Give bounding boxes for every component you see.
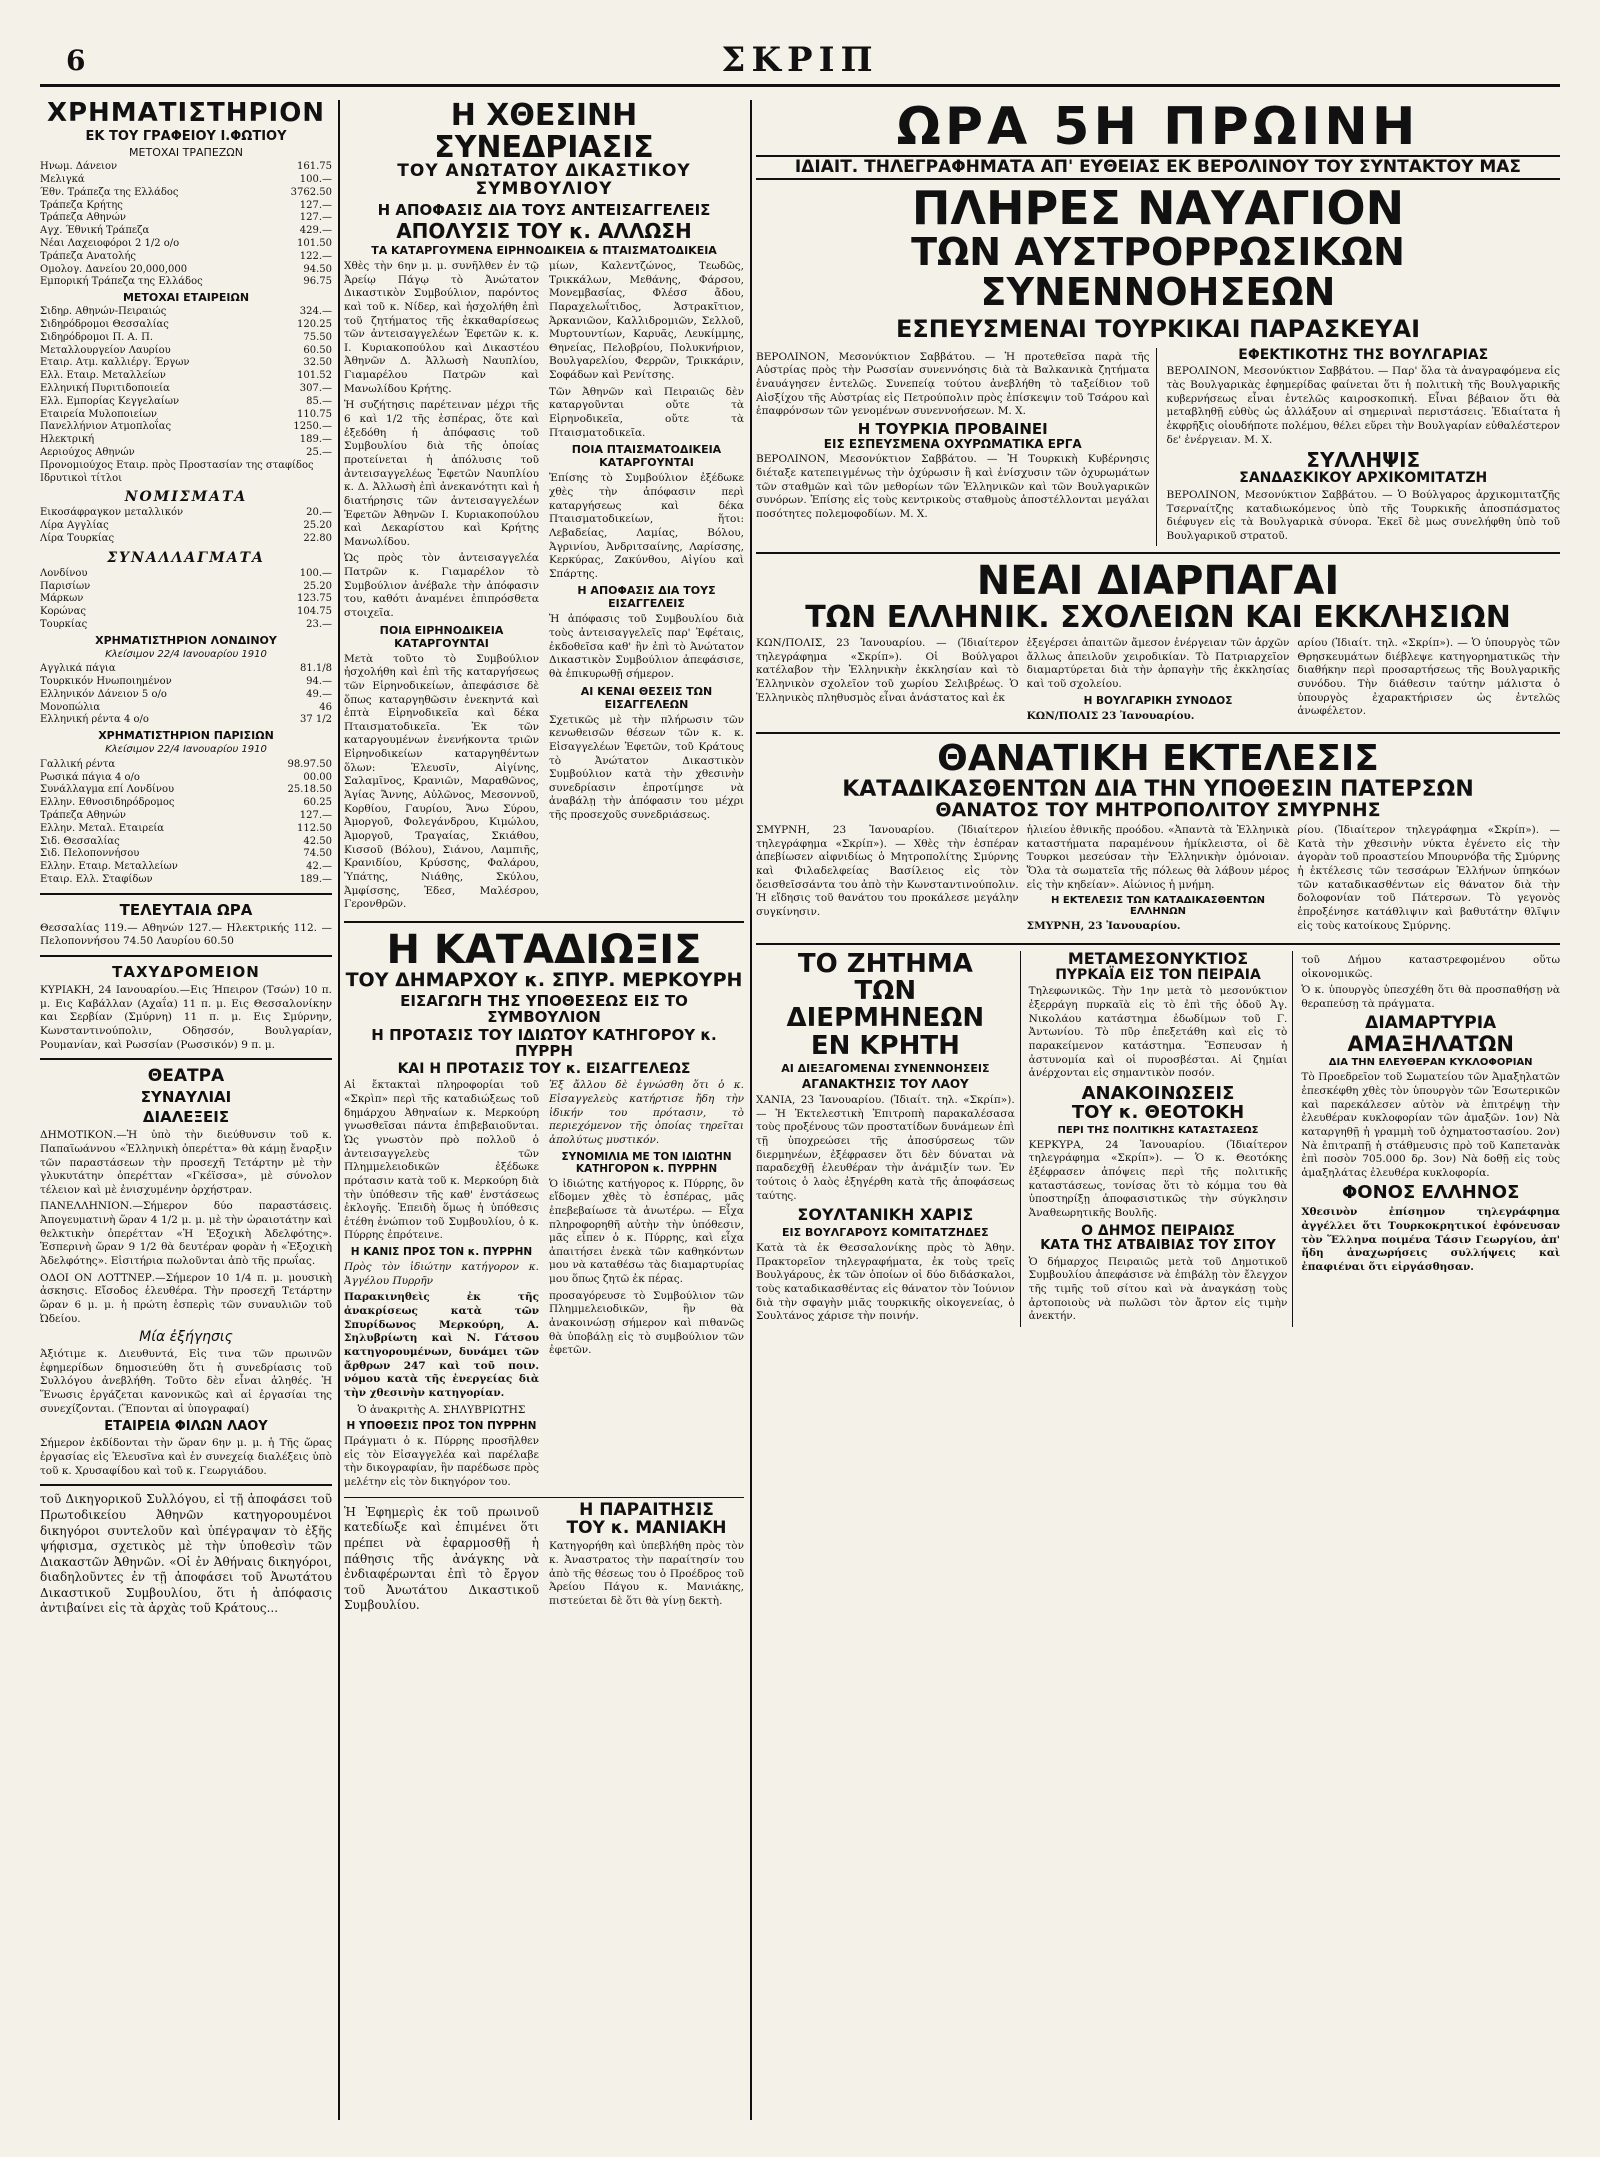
- prosecution-article: [344, 1076, 744, 1492]
- rate-name: Κορώνας: [40, 606, 86, 618]
- execution-article: [756, 821, 1560, 937]
- rate-row: [40, 187, 332, 200]
- council-paragraph: Ἡ ἀπόφασις τοῦ Συμβουλίου διὰ τοὺς ἀντεισαγγελεῖς παρ' Ἐφέταις, ἐκδοθεῖσα καθ' ἣν ἐπὶ τὸ Ἀνώτατον Δικαστικὸν Συμβούλιον ἀπεφάσισε, θὰ ἐπικυρωθῇ σήμερον.: [549, 613, 744, 680]
- rate-row: [40, 264, 332, 277]
- piraeus-story: Ὁ δήμαρχος Πειραιῶς μετὰ τοῦ Δημοτικοῦ Συμβουλίου ἀπεφάσισε νὰ ἐπιβάλῃ τὸν ἔλεγχον τῆς τιμῆς τοῦ σίτου καὶ νὰ ἀναγκάσῃ τοὺς ἀρτοποιοὺς νὰ πωλῶσι τὸν ἄρτον εἰς τιμὴν ἀνεκτήν.: [1028, 1255, 1288, 1323]
- rate-name: Σιδηρόδρομοι Π. Α. Π.: [40, 331, 153, 343]
- lottner-text: ΟΔΟΙ ΟΝ ΛΟΤΤΝΕΡ.—Σήμερον 10 1/4 π. μ. μουσικὴ ἀσκησις. Εἴσοδος ἐλευθέρα. Τὴν προσεχῆ Τετάρτην ὥραν 6 μ. μ. ἡ πρώτη ἑσπερὶς τῶν συναυλιῶν τοῦ Ὠδείου.: [40, 1271, 332, 1325]
- rate-name: Παρισίων: [40, 580, 91, 592]
- column-stock-exchange: [40, 100, 340, 2120]
- post-title: ΤΑΧΥΔΡΟΜΕΙΟΝ: [112, 963, 260, 982]
- rate-name: Ομολογ. Δανείου 20,000,000: [40, 263, 188, 275]
- vacant-posts-heading: ΑΙ ΚΕΝΑΙ ΘΕΣΕΙΣ ΤΩΝ ΕΙΣΑΓΓΕΛΕΩΝ: [580, 684, 713, 711]
- rate-name: Τράπεζα Ανατολής: [40, 250, 136, 262]
- rate-value: 81.1/8: [300, 663, 332, 675]
- mail-heading: Η ΚΑΝΙΣ ΠΡΟΣ ΤΟΝ κ. ΠΥΡΡΗΝ: [350, 1246, 533, 1259]
- fortifications-heading: ΕΙΣ ΕΣΠΕΥΣΜΕΝΑ ΟΧΥΡΩΜΑΤΙΚΑ ΕΡΓΑ: [823, 436, 1082, 451]
- london-list: [40, 663, 332, 727]
- rate-row: [40, 319, 332, 332]
- komitadji-heading: ΣΑΝΔΑΣΚΙΚΟΥ ΑΡΧΙΚΟΜΙΤΑΤΖΗ: [1239, 470, 1488, 487]
- rate-name: Νέαι Λαχειοφόροι 2 1/2 ο/ο: [40, 238, 180, 250]
- rate-row: [40, 663, 332, 676]
- case-introduction-heading: ΕΙΣΑΓΩΓΗ ΤΗΣ ΥΠΟΘΕΣΕΩΣ ΕΙΣ ΤΟ ΣΥΜΒΟΥΛΙΟΝ: [400, 991, 688, 1026]
- interview-heading: ΣΥΝΟΜΙΛΙΑ ΜΕ ΤΟΝ ΙΔΙΩΤΗΝ ΚΑΤΗΓΟΡΟΝ κ. ΠΥΡΡΗΝ: [561, 1150, 732, 1175]
- rate-value: 100.—: [299, 174, 332, 186]
- council-paragraph: Ὡς πρὸς τὸν ἀντεισαγγελέα Πατρῶν κ. Γιαμαρέλον τὸ Συμβούλιον ἀνέβαλε τὴν ἀπόφασιν του, καθότι ἀναμένει ἐπιπρόσθετα στοιχεῖα.: [344, 552, 539, 619]
- stock-exchange-subtitle: ΕΚ ΤΟΥ ΓΡΑΦΕΙΟΥ Ι.ΦΩΤΙΟΥ: [85, 129, 287, 145]
- rate-value: 22.80: [303, 533, 332, 545]
- council-paragraph: Σχετικῶς μὲ τὴν πλήρωσιν τῶν κενωθεισῶν θέσεων τῶν κ. κ. Εἰσαγγελέων Ἐφετῶν, τοῦ Κράτους τὸ Ἀνώτατον Δικαστικὸν Συμβούλιον κατὰ τὴν χθεσινὴν συνεδρίασιν ἐπροτίμησε νὰ ἀναβάλῃ τὴν ἀπόφασιν του μέχρι τῆς προσεχοῦς συνεδριάσεως.: [549, 713, 744, 822]
- rate-value: 112.50: [297, 822, 332, 834]
- rate-row: [40, 606, 332, 619]
- rate-row: [40, 434, 332, 447]
- coins-list: [40, 507, 332, 545]
- rate-name: Σιδηρ. Αθηνών-Πειραιώς: [40, 306, 167, 318]
- rate-row: [40, 772, 332, 785]
- free-circulation-subheading: ΔΙΑ ΤΗΝ ΕΛΕΥΘΕΡΑΝ ΚΥΚΛΟΦΟΡΙΑΝ: [1328, 1057, 1533, 1069]
- banner-subheadline: ΙΔΙΑΙΤ. ΤΗΛΕΓΡΑΦΗΜΑΤΑ ΑΠ' ΕΥΘΕΙΑΣ ΕΚ ΒΕΡΟΛΙΝΟΥ ΤΟΥ ΣΥΝΤΑΚΤΟΥ ΜΑΣ: [756, 155, 1560, 181]
- prosecution-paragraph: Πράγματι ὁ κ. Πύρρης προσῆλθεν εἰς τὸν Εἰσαγγελέα καὶ παρέλαβε τὴν δικογραφίαν, ἣν παρέδωσε πρὸς μελέτην εἰς τὸν δικηγόρον του.: [344, 1435, 539, 1489]
- prosecution-paragraph: Πρὸς τὸν ἰδιώτην κατήγορον κ. Ἀγγέλου Πυρρῆν: [344, 1261, 539, 1287]
- rate-name: Προνομιούχος Εταιρ. πρὸς Προστασίαν της σταφίδος: [40, 459, 314, 471]
- rate-value: 42.50: [303, 835, 332, 847]
- rate-row: [40, 759, 332, 772]
- rate-value: 96.75: [303, 276, 332, 288]
- turkish-preparations-headline: ΕΣΠΕΥΣΜΕΝΑΙ ΤΟΥΡΚΙΚΑΙ ΠΑΡΑΣΚΕΥΑΙ: [895, 314, 1421, 343]
- rate-row: [40, 212, 332, 225]
- exchange-heading: ΣΥΝΑΛΛΑΓΜΑΤΑ: [107, 549, 265, 566]
- last-hour-text: Θεσσαλίας 119.— Αθηνών 127.— Ηλεκτρικής 112. —Πελοποννήσου 74.50 Λαυρίου 60.50: [40, 921, 332, 948]
- misdemeanour-courts-heading: ΠΟΙΑ ΠΤΑΙΣΜΑΤΟΔΙΚΕΙΑ ΚΑΤΑΡΓΟΥΝΤΑΙ: [571, 443, 722, 470]
- rate-row: [40, 581, 332, 594]
- rate-name: Σιδ. Πελοποννήσου: [40, 848, 140, 860]
- explanation-title: Μία ἐξήγησις: [139, 1329, 233, 1346]
- post-text: ΚΥΡΙΑΚΗ, 24 Ιανουαρίου.—Εις Ήπειρον (Τσών) 10 π. μ. Εις Καβάλλαν (Αχαΐα) 11 π. μ. Εις Θεσσαλονίκην και Σερβίαν (Σμύρνη) 11 π. μ. Εις Σμύρνην, Κωνσταντινούπολιν, Οδησσόν, Βουλγαρίαν, Ρουμανίαν, καὶ Ρωσσίαν (Ρωσσικόν) 9 π. μ.: [40, 984, 332, 1051]
- plunder-headline: ΝΕΑΙ ΔΙΑΡΠΑΓΑΙ: [976, 558, 1340, 605]
- rate-name: Αεριούχος Αθηνών: [40, 447, 135, 459]
- rate-name: Τράπεζα Κρήτης: [40, 199, 123, 211]
- fire-subheading: ΠΥΡΚΑΪΑ ΕΙΣ ΤΟΝ ΠΕΙΡΑΙΑ: [1055, 966, 1261, 983]
- protest-heading: ΔΙΑΜΑΡΤΥΡΙΑ: [1365, 1013, 1497, 1034]
- rate-name: Αγγλικά πάγια: [40, 663, 116, 675]
- prosecution-paragraph: Ἐξ ἄλλου δὲ ἐγνώσθη ὅτι ὁ κ. Εἰσαγγελεὺς κατήρτισε ἤδη τὴν ἰδικήν του πρότασιν, τὸ περιεχόμενον τῆς ὁποίας τηρεῖται ἀπολύτως μυστικόν.: [549, 1079, 744, 1146]
- rate-row: [40, 345, 332, 358]
- rate-value: 00.00: [303, 771, 332, 783]
- council-paragraph: Χθὲς τὴν 6ην μ. μ. συνῆλθεν ἐν τῷ Ἀρείῳ Πάγῳ τὸ Ἀνώτατον Δικαστικὸν Συμβούλιον, παρόντος καὶ τοῦ κ. Νίδερ, καὶ ἠσχολήθη ἐπὶ τοῦ ζητήματος τῆς ἐκκαθαρίσεως τῶν ἀντεισαγγελέων Ἐφετῶν κ. κ. Ι. Κυριακοπούλου καὶ Δικαστέου Ἀθηνῶν Δ. Ἀλλωσὴ Ναυπλίου, Γιαμαρέλου Πατρῶν καὶ Μανωλίδου Κρήτης.: [344, 259, 539, 395]
- berlin-telegrams: [756, 348, 1560, 547]
- rate-name: Τουρκίας: [40, 619, 88, 630]
- rate-name: Εταιρ. Ατμ. καλλιέργ. Έργων: [40, 357, 190, 369]
- rate-name: Εμπορική Τράπεζα της Ελλάδος: [40, 276, 203, 288]
- rate-value: 46: [319, 701, 332, 713]
- rate-name: Σιδηρόδρομοι Θεσσαλίας: [40, 319, 169, 331]
- panellinion-text: ΠΑΝΕΛΛΗΝΙΟΝ.—Σήμερον δύο παραστάσεις. Ἀπογευματινὴ ὥραν 4 1/2 μ. μ. μὲ τὴν ὡραιοτάτην καὶ θελκτικὴν ὀπερέτταν «Ἡ Ἐξοχικὴ Ἀδελφότης». Ἑσπερινὴ ὥραν 9 1/2 θὰ δευτέραν φορὰν ἡ «Ἐξοχικὴ Ἀδελφότης». Εἰσιτήρια πωλοῦνται ἀπὸ τῆς πρωΐας.: [40, 1200, 332, 1267]
- rate-name: Μελιγκά: [40, 174, 85, 186]
- explanation-text: Ἀξιότιμε κ. Διευθυντά, Εἰς τινα τῶν πρωινῶν ἐφημερίδων δημοσιεύθη ὅτι ἡ συνεδρίασις τοῦ Συλλόγου ἀνεβλήθη. Τοῦτο δὲν εἶναι ἀληθές. Ἡ Ἕνωσις ἐργάζεται κανονικῶς καὶ αἱ ἐργασίαι της συνεχίζονται. (Ἕπονται αἱ ὑπογραφαί): [40, 1348, 332, 1415]
- rate-name: Ελλην. Εταιρ. Μεταλλείων: [40, 861, 178, 873]
- rate-name: Λονδίνου: [40, 567, 88, 579]
- rate-value: 23.—: [306, 619, 332, 630]
- rate-row: [40, 568, 332, 581]
- murder-heading: ΦΟΝΟΣ ΕΛΛΗΝΟΣ: [1341, 1182, 1520, 1204]
- prosecutor-proposal-heading: ΚΑΙ Η ΠΡΟΤΑΣΙΣ ΤΟΥ κ. ΕΙΣΑΓΓΕΛΕΩΣ: [397, 1060, 691, 1077]
- rate-row: [40, 251, 332, 264]
- rate-name: Εικοσάφραγκον μεταλλικόν: [40, 507, 184, 519]
- negotiations-headline: ΤΩΝ ΑΥΣΤΡΟΡΡΩΣΙΚΩΝ ΣΥΝΕΝΝΟΗΣΕΩΝ: [911, 229, 1405, 314]
- sultan-grace-subheading: ΕΙΣ ΒΟΥΛΓΑΡΟΥΣ ΚΟΜΙΤΑΤΖΗΔΕΣ: [782, 1225, 989, 1239]
- last-hour-title: ΤΕΛΕΥΤΑΙΑ ΩΡΑ: [119, 900, 253, 919]
- rate-value: 189.—: [299, 434, 332, 446]
- rate-row: [40, 836, 332, 849]
- rate-name: Ιδρυτικοὶ τίτλοι: [40, 472, 123, 484]
- theotokis-heading: ΤΟΥ κ. ΘΕΟΤΟΚΗ: [1071, 1101, 1245, 1123]
- rate-value: 94.50: [303, 263, 332, 275]
- council-paragraph: μίων, Καλεντζώνος, Τεωδῶς, Τρικκάλων, Μεθάνης, Φάρσου, Μονεμβασίας, Φλέσσ ἄδου, Παραχελωΐτιδος, Ἀστρακῖτιον, Ἀρκανιῶον, Καλλιδρομιῶν, Σελλοῦ, Μυρτουντίων, Καρυᾶς, Λευκίμμης, Θηνείας, Πελοβρίου, Πολυκνήριον, Βουλγαρελίου, Φερρῶν, Τρικκάριν, Σοφάδων καὶ Ρενίτσης.: [549, 259, 744, 382]
- rate-value: 74.50: [303, 848, 332, 860]
- prosecution-paragraph: Παρακινηθεὶς ἐκ τῆς ἀνακρίσεως κατὰ τῶν Σπυρίδωνος Μερκούρη, Α. Σηλυβρίωτη καὶ Ν. Γάτσου κατηγορουμένων, δυνάμει τῶν ἄρθρων 247 καὶ τοῦ ποιν. νόμου κατὰ τῆς ἐνεργείας διὰ τὴν χθεσινὴν κατηγορίαν.: [344, 1291, 539, 1399]
- rate-row: [40, 823, 332, 836]
- paris-heading: ΧΡΗΜΑΤΙΣΤΗΡΙΟΝ ΠΑΡΙΣΙΩΝ: [98, 729, 274, 743]
- rate-row: [40, 689, 332, 702]
- rate-row: [40, 332, 332, 345]
- dismissal-heading: ΑΠΟΛΥΣΙΣ ΤΟΥ κ. ΑΛΛΩΣΗ: [396, 219, 692, 244]
- rate-row: [40, 276, 332, 289]
- rate-row: [40, 619, 332, 632]
- council-headline: Η ΧΘΕΣΙΝΗ ΣΥΝΕΔΡΙΑΣΙΣ: [434, 100, 654, 165]
- society-text: Σήμερον ἐκδίδονται τὴν ὥραν 6ην μ. μ. ἡ Τῆς ὥρας ἐργασίας εἰς Ἐλευσῖνα καὶ ἐν συνεχείᾳ διαλέξεις ὑπὸ τοῦ κ. Χρυσαφίδου καὶ τοῦ κ. Γεωργιάδου.: [40, 1437, 332, 1477]
- rate-value: 101.52: [297, 370, 332, 382]
- companies-list: [40, 306, 332, 485]
- rate-name: Ελλ. Εταιρ. Μεταλλείων: [40, 370, 166, 382]
- arrest-heading: ΣΥΛΛΗΨΙΣ: [1306, 448, 1421, 473]
- prosecution-paragraph: Αἱ ἔκτακταὶ πληροφορίαι τοῦ «Σκρὶπ» περὶ τῆς καταδιώξεως τοῦ δημάρχου Ἀθηναίων κ. Μερκούρη γνωσθεῖσαι πάντα ἐπιβεβαιοῦνται. Ὡς γνωστὸν πρὸ πολλοῦ ὁ ἀντεισαγγελεὺς τῶν Πλημμελειοδικῶν ἐξέδωκε πρότασιν κατὰ τοῦ κ. Μερκούρη διὰ τὴν ὑπόθεσιν τῆς καθ' ἐνστάσεως ἐκλογῆς. Ἐπειδὴ ὅμως ἡ ὑπόθεσις ἐτέθη ἐνώπιον τοῦ Συμβουλίου, ὁ κ. Πύρρης ἐπρότεινε.: [344, 1079, 539, 1242]
- piraeus-continuation: τοῦ Δήμου καταστρεφομένου οὕτω οἰκονομικῶς.: [1301, 953, 1560, 980]
- rate-name: Συνάλλαγμα επί Λονδίνου: [40, 784, 175, 796]
- rate-value: 127.—: [299, 212, 332, 224]
- plunder-paragraph: αρίου (Ἰδιαίτ. τηλ. «Σκρίπ»). — Ὁ ὑπουργὸς τῶν Θρησκευμάτων διέβλεψε κατηγορηματικῶς τὴν διαθήκην περὶ προσαρτήσεως τῆς Βουλγαρικῆς συνόδου. Τὴν διάθεσιν ταύτην μάλιστα ὁ ὑπουργὸς ἐχαρακτήρισεν ὡς ἐντελῶς ἀνωφέλετον.: [1297, 636, 1560, 718]
- rate-row: [40, 370, 332, 383]
- case-to-pyrris-heading: Η ΥΠΟΘΕΣΙΣ ΠΡΟΣ ΤΟΝ ΠΥΡΡΗΝ: [346, 1420, 537, 1433]
- plunder-article: [756, 634, 1560, 726]
- decision-heading: Η ΑΠΟΦΑΣΙΣ ΔΙΑ ΤΟΥΣ ΑΝΤΕΙΣΑΓΓΕΛΕΙΣ: [377, 200, 711, 219]
- rate-row: [40, 460, 332, 473]
- newspaper-title: ΣΚΡΙΠ: [721, 40, 879, 80]
- rate-name: Τουρκικόν Ηνωποιημένον: [40, 676, 172, 688]
- rate-row: [40, 200, 332, 213]
- bulgaria-wait-heading: ΕΦΕΚΤΙΚΟΤΗΣ ΤΗΣ ΒΟΥΛΓΑΡΙΑΣ: [1238, 346, 1489, 363]
- resignation-block: [344, 1499, 744, 1617]
- execution-paragraph: ρίου. (Ἰδιαίτερον τηλεγράφημα «Σκρίπ»). — Κατὰ τὴν χθεσινὴν νύκτα ἐγένετο εἰς τὴν ἀγορὰν τοῦ προαστείου Μπουρνόβα τῆς Σμύρνης ἡ ἐκτέλεσις τῶν τεσσάρων Ἑλλήνων ὑπηκόων τῶν καταδικασθέντων εἰς θάνατον διὰ τὴν δολοφονίαν τοῦ Πάτερσων. Τὸ γεγονὸς ἐπροξένησε κατάθλιψιν καὶ βαθυτάτην θλῖψιν εἰς τοὺς κατοίκους Σμύρνης.: [1297, 824, 1560, 932]
- rate-value: 127.—: [299, 199, 332, 211]
- bulgarian-synod-heading: Η ΒΟΥΛΓΑΡΙΚΗ ΣΥΝΟΔΟΣ: [1083, 694, 1233, 707]
- footer-text: τοῦ Δικηγορικοῦ Συλλόγου, εἰ τῇ ἀποφάσει τοῦ Πρωτοδικείου Ἀθηνῶν κατηγορουμένοι δικηγόροι συντελοῦν καὶ ὑπέγραψαν τὸ ἐξῆς ψήφισμα, σχετικὸς μὲ τὴν ὑποθεσὶν τῶν Διακαστῶν Ἀθηνῶν. «Οἱ ἐν Ἀθήναις δικηγόροι, διαδηλοῦντες ἐν τῇ ἀποφάσει τοῦ Ἀνωτάτου Δικαστικοῦ Συμβουλίου, ὅτι ἡ ἀπόφασις ἀντιβαίνει εἰς τὰ ἀρχὰς τοῦ Κράτους...: [40, 1492, 332, 1616]
- negotiations-subheading: ΑΙ ΔΙΕΞΑΓΟΜΕΝΑΙ ΣΥΝΕΝΝΟΗΣΕΙΣ: [781, 1062, 990, 1076]
- society-title: ΕΤΑΙΡΕΙΑ ΦΙΛΩΝ ΛΑΟΥ: [104, 1419, 268, 1435]
- plunder-dateline: ΚΩΝ/ΠΟΛΙΣ 23 Ἰανουαρίου.: [1026, 709, 1195, 722]
- patersons-case-headline: ΚΑΤΑΔΙΚΑΣΘΕΝΤΩΝ ΔΙΑ ΤΗΝ ΥΠΟΘΕΣΙΝ ΠΑΤΕΡΣΩΝ: [842, 776, 1474, 802]
- rate-value: 104.75: [297, 606, 332, 618]
- exchange-list: [40, 568, 332, 632]
- rate-name: Τράπεζα Αθηνών: [40, 212, 126, 224]
- rate-name: Μεταλλουργείον Λαυρίου: [40, 344, 171, 356]
- rate-row: [40, 225, 332, 238]
- rate-value: 20.—: [306, 507, 332, 519]
- rate-row: [40, 421, 332, 434]
- rate-value: 127.—: [299, 809, 332, 821]
- rate-value: 429.—: [299, 225, 332, 237]
- theotokis-story: ΚΕΡΚΥΡΑ, 24 Ἰανουαρίου. (Ἰδιαίτερον τηλεγράφημα «Σκρίπ»). — Ὁ κ. Θεοτόκης ἐξέφρασεν ἀπόψεις περὶ τῆς πολιτικῆς καταστάσεως, τονίσας ὅτι τὸ κόμμα του θὰ ὑποστηρίξῃ ἀποφασιστικῶς τὴν σύγκλησιν Ἀναθεωρητικῆς Βουλῆς.: [1028, 1138, 1288, 1219]
- coachmen-heading: ΑΜΑΞΗΛΑΤΩΝ: [1347, 1032, 1514, 1057]
- rate-row: [40, 238, 332, 251]
- rate-row: [40, 174, 332, 187]
- schools-headline: ΤΩΝ ΕΛΛΗΝΙΚ. ΣΧΟΛΕΙΩΝ ΚΑΙ ΕΚΚΛΗΣΙΩΝ: [805, 600, 1511, 636]
- lectures-title: ΔΙΑΛΕΞΕΙΣ: [142, 1108, 230, 1127]
- rate-value: 3762.50: [290, 186, 332, 198]
- rate-row: [40, 507, 332, 520]
- council-closing-paragraph: Ἡ Ἐφημερὶς ἐκ τοῦ πρωινοῦ κατεδίωξε καὶ ἐπιμένει ὅτι πρέπει νὰ ἐφαρμοσθῇ ἡ πάθησις τῆς ἀνάγκης νὰ ἐνδιαφέρωνται ἐπὶ τὸ ἔργον τοῦ Ἀνωτάτου Δικαστικοῦ Συμβουλίου.: [344, 1504, 539, 1613]
- rate-value: 75.50: [303, 331, 332, 343]
- shipwreck-headline: ΠΛΗΡΕΣ ΝΑΥΑΓΙΟΝ: [911, 181, 1405, 236]
- rate-name: Ρωσικά πάγια 4 ο/ο: [40, 771, 140, 783]
- council-paragraph: Ἡ συζήτησις παρέτειναν μέχρι τῆς 6 καὶ 1/2 τῆς ἑσπέρας, ὅτε καὶ ἐξεδόθη ἡ ἀπόφασις τοῦ Συμβουλίου διὰ τῆς ὁποίας προτείνεται ἡ ἀπόλυσις τοῦ ἀντεισαγγελέως Ἐφετῶν Ναυπλίου κ. Δ. Ἀλλωσὴ ἐπὶ ἀνεκανότητι καὶ ἡ διατήρησις τῶν ἀντεισαγγελέων Ἐφετῶν Ἀθηνῶν Ι. Κυριακοπούλου καὶ Δεκαρίστου καὶ Κρήτης Μανωλίδου.: [344, 399, 539, 548]
- column-council: [344, 100, 752, 2120]
- banner-headline: ΩΡΑ 5Η ΠΡΩΙΝΗ: [896, 100, 1420, 157]
- rate-row: [40, 784, 332, 797]
- council-paragraph: Μετὰ τοῦτο τὸ Συμβούλιον ἠσχολήθη καὶ ἐπὶ τῆς καταργήσεως τῶν Εἰρηνοδικείων, ἀπεφάσισε δὲ ὅπως καταργηθῶσιν ἐνεκηντά καὶ ἐπτὰ Εἰρηνοδικεῖα καὶ δέκα Πταισματοδικεῖα. Ἐκ τῶν καταργουμένων ἐνενήκοντα τριῶν Εἰρηνοδικείων καταργηθέντων ὅλων: Ἐλευσῖν, Αἰγίνης, Σαλαμῖνος, Κρανιῶν, Μαραθῶνος, Ἁγίας Ἄννης, Αὐλῶνος, Μεσοννοῦ, Κορθίου, Γαυρίου, Ἄνω Σύρου, Ἀμοργοῦ, Φολεγάνδρου, Κιμώλου, Ἀμοργοῦ, Τραγαίας, Σκιάθου, Κισσοῦ (Βόλου), Σιάνου, Λαμπιῆς, Κρανιδίου, Κρύσσης, Φαλάρου, Ὑπάτης, Νιάθης, Σκύλου, Ἀμφίσσης, Ἐδεσ, Μαλέσρου, Γερονθρῶν.: [344, 652, 539, 911]
- political-situation-subheading: ΠΕΡΙ ΤΗΣ ΠΟΛΙΤΙΚΗΣ ΚΑΤΑΣΤΑΣΕΩΣ: [1057, 1124, 1259, 1136]
- berlin-story: ΒΕΡΟΛΙΝΟΝ, Μεσονύκτιον Σαββάτου. — Ὁ Βούλγαρος ἀρχικομιτατζῆς Τσερναίτζης καταδιωκόμενος ὑπὸ τῆς Τουρκικῆς ἀποσπάσματος διέφυγεν εἰς τὰ Βουλγαρικὰ σύνορα. Ἐκεῖ δὲ μως συνελήφθη ὑπὸ τοῦ Βουλγαρικοῦ στρατοῦ.: [1166, 488, 1560, 542]
- wheat-heading: ΚΑΤΑ ΤΗΣ ΑΤΒΑΙΒΙΑΣ ΤΟΥ ΣΙΤΟΥ: [1040, 1238, 1276, 1254]
- rate-name: Ελληνική ρέντα 4 ο/ο: [40, 714, 149, 726]
- prosecutors-decision-heading: Η ΑΠΟΦΑΣΙΣ ΔΙΑ ΤΟΥΣ ΕΙΣΑΓΓΕΛΕΙΣ: [577, 584, 716, 611]
- plunder-paragraph: ΚΩΝ/ΠΟΛΙΣ, 23 Ἰανουαρίου. — (Ἰδιαίτερον τηλεγράφημα «Σκρίπ»). Οἱ Βούλγαροι κατέλαβον τὴν Ἑλληνικὴν ἐκκλησίαν καὶ τὸ Ἑλληνικὸν σχολεῖον τοῦ χωρίου Σελιβρέως. Ὁ Ἑλληνικὸς πληθυσμὸς εἶναι ἀνάστατος καὶ ἐκ: [756, 636, 1019, 704]
- execution-subheading: Η ΕΚΤΕΛΕΣΙΣ ΤΩΝ ΚΑΤΑΔΙΚΑΣΘΕΝΤΩΝ ΕΛΛΗΝΩΝ: [1051, 895, 1265, 918]
- rate-name: Μονοπώλια: [40, 701, 101, 713]
- mayor-headline: ΤΟΥ ΔΗΜΑΡΧΟΥ κ. ΣΠΥΡ. ΜΕΡΚΟΥΡΗ: [345, 968, 743, 991]
- rate-value: 85.—: [306, 395, 332, 407]
- rate-row: [40, 861, 332, 874]
- rate-name: Ελληνικόν Δάνειον 5 ο/ο: [40, 688, 167, 700]
- rate-row: [40, 848, 332, 861]
- rate-name: Πανελλήνιον Ατμοπλοΐας: [40, 421, 172, 433]
- rate-row: [40, 676, 332, 689]
- rate-row: [40, 874, 332, 887]
- coins-heading: ΝΟΜΙΣΜΑΤΑ: [124, 489, 248, 506]
- coachmen-story: Τὸ Προεδρεῖον τοῦ Σωματείου τῶν Ἀμαξηλατῶν ἐπεσκέφθη χθὲς τὸν ὑπουργὸν τῶν Ἐσωτερικῶν καὶ παρεκάλεσεν αὐτὸν νὰ ἐπιτρέψῃ τὴν ἐλευθέραν κυκλοφορίαν τῶν ἁμαξῶν. 1ον) Νὰ καταργηθῇ ἡ γραμμὴ τοῦ ὀχηματοστασίου. 2ον) Νὰ ἐπιτραπῇ ἡ στάθμευσις πρὸ τοῦ Καπετανὰκ ἐπὶ ποσὸν 705.000 δρ. 3ον) Νὰ δοθῇ εἰς τοὺς ἀμαξηλάτας ἐλευθέρα κυκλοφορία.: [1301, 1071, 1560, 1179]
- rate-name: Ελλ. Εμπορίας Κεγγελαίων: [40, 395, 180, 407]
- rate-value: 37 1/2: [300, 714, 332, 726]
- rate-value: 25.20: [303, 520, 332, 532]
- rate-name: Ελλην. Εθνοσιδηρόδρομος: [40, 797, 175, 809]
- rate-row: [40, 533, 332, 546]
- prosecution-paragraph: Ὁ ἰδιώτης κατήγορος κ. Πύρρης, ὃν εἴδομεν χθὲς τὸ ἑσπέρας, μᾶς ἐπεβεβαίωσε τὰ ἀνωτέρω. — Εἶχα πληροφορηθῆ αὐτὴν τὴν ὑπόθεσιν, μᾶς εἶπεν ὁ κ. Πύρρης, καὶ εἶχα ἀπαιτήσει ἐνεκὰ τῶν καθηκόντων μου νὰ καταθέσω τὰς διαμαρτυρίας μου ὅπως ζητῶ ἐκ πέρας.: [549, 1177, 744, 1286]
- rate-name: Ελληνική Πυριτιδοποιεία: [40, 383, 170, 395]
- execution-dateline: ΣΜΥΡΝΗ, 23 Ἰανουαρίου.: [1026, 920, 1181, 933]
- execution-headline: ΘΑΝΑΤΙΚΗ ΕΚΤΕΛΕΣΙΣ: [937, 738, 1379, 780]
- berlin-story: ΒΕΡΟΛΙΝΟΝ, Μεσονύκτιον Σαββάτου. — Ἡ προτεθεῖσα παρὰ τῆς Αὐστρίας πρὸς τὴν Ρωσσίαν συνεννόησις διὰ τὰ Βαλκανικὰ ζητήματα ἐναυάγησεν ἐντελῶς. Συνεπείᾳ τούτου ἀνεβλήθη τὸ ταξείδιον τοῦ Αἰσξίχου τῆς Αὐστρίας εἰς Πετρούπολιν πρὸς ἐπίσκεψιν τοῦ Τσάρου καὶ ἐπαφρόνσων τῶν γενομένων συνεννοήσεων. Μ. Χ.: [756, 350, 1150, 418]
- rate-name: Αγχ. Έθνική Τράπεζα: [40, 225, 150, 237]
- rate-value: 25.18.50: [287, 784, 332, 796]
- sultan-grace-heading: ΣΟΥΛΤΑΝΙΚΗ ΧΑΡΙΣ: [797, 1205, 974, 1225]
- piraeus-municipality-heading: Ο ΔΗΜΟΣ ΠΕΙΡΑΙΩΣ: [1081, 1223, 1235, 1240]
- rate-row: [40, 593, 332, 606]
- rate-row: [40, 357, 332, 370]
- prosecution-paragraph: προσαγόρευσε τὸ Συμβούλιον τῶν Πλημμελειοδικῶν, ἣν θὰ ἀνακοινώσῃ σήμερον καὶ πιθανῶς θὰ ὑποβάλῃ εἰς τὸ συμβούλιον τῶν ἐφετῶν.: [549, 1289, 744, 1357]
- rate-row: [40, 409, 332, 422]
- piraeus-continuation: Ὁ κ. ὑπουργὸς ὑπεσχέθη ὅτι θὰ προσπαθήσῃ νὰ θεραπεύσῃ τὰ πράγματα.: [1301, 984, 1560, 1010]
- rate-name: Λίρα Τουρκίας: [40, 533, 115, 545]
- rate-name: Μάρκων: [40, 593, 84, 605]
- rate-name: Εταιρ. Ελλ. Σταφίδων: [40, 873, 153, 885]
- council-paragraph: Τῶν Ἀθηνῶν καὶ Πειραιῶς δὲν καταργοῦνται οὔτε τὰ Εἰρηνοδικεῖα, οὔτε τὰ Πταισματοδικεῖα.: [549, 385, 744, 439]
- rate-value: 94.—: [306, 676, 332, 688]
- rate-row: [40, 161, 332, 174]
- rate-value: 161.75: [297, 161, 332, 173]
- paris-date: Κλείσιμον 22/4 Ιανουαρίου 1910: [105, 744, 267, 756]
- rate-row: [40, 447, 332, 460]
- interpreters-headline-2: ΤΩΝ ΔΙΕΡΜΗΝΕΩΝ: [786, 976, 985, 1034]
- council-article: [344, 257, 744, 915]
- fire-heading: ΜΕΤΑΜΕΣΟΝΥΚΤΙΟΣ: [1067, 948, 1249, 968]
- rate-row: [40, 797, 332, 810]
- rate-value: 25.—: [306, 447, 332, 459]
- lower-stories: [756, 948, 1560, 1327]
- rate-name: Ελλην. Μεταλ. Εταιρεία: [40, 822, 165, 834]
- execution-paragraph: ἡλιείου ἐθνικῆς προόδου. «Ἀπαντὰ τὰ Ἑλληνικὰ καταστήματα παραμένουν ἠμίκλειστα, οἱ δὲ Τουρκοι μεσεύσαν τὴν Ἑλληνικὴν ὁμόνοιαν. Ὅλα τὰ σωματεῖα τῆς πόλεως θὰ λάβουν μέρος εἰς τὴν κηδείαν». Αἰώνιος ἡ μνήμη.: [1026, 824, 1290, 891]
- rate-value: 1250.—: [293, 421, 332, 433]
- rate-value: 98.97.50: [287, 758, 332, 770]
- rate-value: 307.—: [299, 383, 332, 395]
- rate-name: Ηλεκτρική: [40, 434, 95, 446]
- crete-story: ΧΑΝΙΑ, 23 Ἰανουαρίου. (Ἰδιαίτ. τηλ. «Σκρίπ»). — Ἡ Ἐκτελεστικὴ Ἐπιτροπὴ παρακαλέσασα τοὺς προξένους τῶν προστατίδων δυνάμεων ἐπὶ τῇ ὑποχρεώσει τῆς ἀποσύρσεως τῶν διερμηνέων, ἐξέφρασεν ὅτι δὲν δύναται νὰ παραδεχθῇ ἐλευθέραν τὴν ἀνάμιξίν των. Ἐν τούτοις ὁ λαὸς ἐξηγέρθη κατὰ τῆς ἀποφάσεως ταύτης.: [756, 1094, 1015, 1202]
- banks-heading: ΜΕΤΟΧΑΙ ΤΡΑΠΕΖΩΝ: [129, 146, 243, 160]
- rate-value: 110.75: [297, 408, 332, 420]
- rate-value: 60.25: [303, 797, 332, 809]
- rate-name: Τράπεζα Αθηνών: [40, 809, 126, 821]
- rate-value: 60.50: [303, 344, 332, 356]
- rate-name: Λίρα Αγγλίας: [40, 520, 109, 532]
- rate-value: 49.—: [306, 688, 332, 700]
- rate-value: 324.—: [299, 306, 332, 318]
- turkey-heading: Η ΤΟΥΡΚΙΑ ΠΡΟΒΑΙΝΕΙ: [857, 419, 1048, 438]
- fire-story: Τηλεφωνικῶς. Τὴν 1ην μετὰ τὸ μεσονύκτιον ἐξερράγη πυρκαϊὰ εἰς τὸ ἐπὶ τῆς ὁδοῦ Ἀγ. Νικολάου κατάστημα ἐδωδίμων τοῦ Γ. Ἀντωνίου. Τὸ πῦρ ἐπεξετάθη καὶ εἰς τὸ παρακείμενον κατάστημα. Ἔσπευσαν ἡ ἀστυνομία καὶ οἱ πυροσβέσται. Αἱ ζημίαι ἀνέρχονται εἰς σημαντικὸν ποσόν.: [1028, 985, 1288, 1080]
- column-telegrams: [756, 100, 1560, 2120]
- berlin-story: ΒΕΡΟΛΙΝΟΝ, Μεσονύκτιον Σαββάτου. — Ἡ Τουρκικὴ Κυβέρνησις διέταξε κατεπειγμένως τὴν ὀχύρωσιν ἢ καὶ ἐνίσχυσιν τῶν ὀχυρωμάτων τῶν σταθμῶν καὶ τῶν μεθορίων τῶν Ἑλληνικῶν καὶ τῶν Βουλγαρικῶν συνόρων. Ἐπίσης εἰς τοὺς κεντρικοὺς σταθμοὺς ἀποστέλλονται μεγάλαι ποσότητες πολεμοφοδίων. Μ. Χ.: [756, 453, 1150, 520]
- rate-value: 32.50: [303, 357, 332, 369]
- interpreters-headline-3: ΕΝ ΚΡΗΤΗ: [810, 1030, 960, 1061]
- rate-value: 101.50: [297, 238, 332, 250]
- resignation-heading: Η ΠΑΡΑΙΤΗΣΙΣ: [579, 1499, 714, 1520]
- rate-name: Ηνωμ. Δάνειον: [40, 161, 118, 173]
- concerts-title: ΣΥΝΑΥΛΙΑΙ: [140, 1088, 232, 1107]
- masthead: [40, 40, 1560, 87]
- rate-name: Σιδ. Θεσσαλίας: [40, 835, 120, 847]
- rate-value: 123.75: [297, 593, 332, 605]
- prosecution-headline: Η ΚΑΤΑΔΙΩΞΙΣ: [386, 926, 702, 973]
- metropolitan-death-headline: ΘΑΝΑΤΟΣ ΤΟΥ ΜΗΤΡΟΠΟΛΙΤΟΥ ΣΜΥΡΝΗΣ: [935, 799, 1381, 822]
- council-subheadline: ΤΟΥ ΑΝΩΤΑΤΟΥ ΔΙΚΑΣΤΙΚΟΥ ΣΥΜΒΟΥΛΙΟΥ: [397, 161, 691, 199]
- rate-row: [40, 383, 332, 396]
- banks-list: [40, 161, 332, 289]
- berlin-story: ΒΕΡΟΛΙΝΟΝ, Μεσονύκτιον Σαββάτου. — Παρ' ὅλα τὰ ἀναγραφόμενα εἰς τὰς Βουλγαρικὰς ἐφημερίδας φαίνεται ὅτι ἡ πολιτικὴ τῆς Βουλγαρικῆς κυβερνήσεως εἶναι ἐντελῶς καιροσκοπική. Εἶναι βέβαιον ὅτι θὰ μεταβληθῇ εὐθὺς ὡς ἀλλάξουν αἱ σημεριναὶ περιστάσεις. Ἐδιαίτατα ἡ ἐκφρῆξις οἱουδήποτε πολέμου, θέλει εὕρει τὴν Βουλγαρίαν εὐθαλέστερον δε' ἐνέργειαν. Μ. Χ.: [1166, 365, 1560, 446]
- council-paragraph: Ἐπίσης τὸ Συμβούλιον ἐξέδωκε χθὲς τὴν ἀπόφασιν περὶ καταργήσεως καὶ δέκα Πταισματοδικείων, ἥτοι: Λεβαδείας, Λαμίας, Βόλου, Ἀγρινίου, Ἀνδριτσαίνης, Λαρίσσης, Κερκύρας, Ζακύνθου, Αἰγίου καὶ Σπάρτης.: [549, 472, 744, 580]
- rate-row: [40, 396, 332, 409]
- indignation-subheading: ΑΓΑΝΑΚΤΗΣΙΣ ΤΟΥ ΛΑΟΥ: [801, 1077, 969, 1092]
- sultan-grace-story: Κατὰ τὰ ἐκ Θεσσαλονίκης πρὸς τὸ Ἀθην. Πρακτορεῖον τηλεγραφήματα, ἐκ τοὺς τρεῖς Βουλγάρους, ἐκ τῶν ὁποίων οἱ δύο διδάσκαλοι, τοὺς καταδικασθέντας εἰς θάνατον τὸν Ἰούνιον διὰ τὴν σφαγὴν μιᾶς τουρκικῆς οἰκογενείας, ὁ Σουλτάνος χάρισε τὴν ποινήν.: [756, 1241, 1015, 1323]
- rate-row: [40, 520, 332, 533]
- newspaper-page: [40, 40, 1560, 2120]
- abolished-courts-heading: ΤΑ ΚΑΤΑΡΓΟΥΜΕΝΑ ΕΙΡΗΝΟΔΙΚΕΙΑ & ΠΤΑΙΣΜΑΤΟΔΙΚΕΙΑ: [371, 244, 717, 258]
- execution-paragraph: ΣΜΥΡΝΗ, 23 Ἰανουαρίου. (Ἰδιαίτερον τηλεγράφημα «Σκρίπ»). — Χθὲς τὴν ἑσπέραν ἀπεβίωσεν αἰφνιδίως ὁ Μητροπολίτης Σμύρνης καὶ Φιλαδελφείας Βασίλειος εἰς τὸν ὄεισθεῖσσάντα του ἀπὸ τὴν Κωνσταντινούπολιν. Ἡ εἴδησις τοῦ θανάτου του προκάλεσε μεγάλην συγκίνησιν.: [756, 824, 1019, 918]
- examiner-signature: Ὁ ἀνακριτὴς Α. ΣΗΛΥΒΡΙΩΤΗΣ: [357, 1403, 526, 1416]
- resignation-subheading: ΤΟΥ κ. ΜΑΝΙΑΚΗ: [566, 1517, 727, 1538]
- murder-story: Χθεσινὸν ἐπίσημον τηλεγράφημα ἀγγέλλει ὅτι Τουρκοκρητικοί ἐφόνευσαν τὸν Ἕλληνα ποιμένα Τάσιν Γεωργίου, ἀπ' ἤδη ἀναχωρήσεις συλλήψεις καὶ ἐπαφιέναι ὅτι εἰργάσθησαν.: [1301, 1206, 1560, 1273]
- rate-value: 120.25: [297, 319, 332, 331]
- rate-value: 25.20: [303, 580, 332, 592]
- rate-name: Γαλλική ρέντα: [40, 758, 116, 770]
- companies-heading: ΜΕΤΟΧΑΙ ΕΤΑΙΡΕΙΩΝ: [122, 291, 250, 305]
- rate-name: Έθν. Τράπεζα της Ελλάδος: [40, 186, 179, 198]
- rate-row: [40, 714, 332, 727]
- rate-value: 189.—: [299, 873, 332, 885]
- announcements-heading: ΑΝΑΚΟΙΝΩΣΕΙΣ: [1081, 1082, 1235, 1104]
- rate-name: Εταιρεία Μυλοποιείων: [40, 408, 157, 420]
- stock-exchange-title: ΧΡΗΜΑΤΙΣΤΗΡΙΟΝ: [46, 100, 326, 128]
- rate-row: [40, 306, 332, 319]
- rate-value: 122.—: [299, 250, 332, 262]
- interpreters-headline: ΤΟ ΖΗΤΗΜΑ: [797, 948, 973, 979]
- theatre-title: ΘΕΑΤΡΑ: [147, 1066, 225, 1087]
- rate-value: 42.—: [306, 861, 332, 873]
- dimotikon-text: ΔΗΜΟΤΙΚΟΝ.—Ἡ ὑπὸ τὴν διεύθυνσιν τοῦ κ. Παπαϊωάννου «Ἑλληνικὴ ὀπερέττα» θὰ κάμῃ ἔναρξιν τῶν παραστάσεων τὴν προσεχῆ Τετάρτην μὲ τὴν γλυκυτάτην ὀπερέτταν «Γκέϊσσα», μὲ σύνολον τέλειον καὶ μὲ ἐνισχυμένην ὀρχήστραν.: [40, 1129, 332, 1196]
- plunder-paragraph: ἐξεγέρσει ἀπαιτῶν ἄμεσον ἐνέργειαν τῶν ἀρχῶν ἄλλως ἀπειλοῦν χειροδικίαν. Τὸ Πατριαρχεῖον διαμαρτύρεται διὰ τὴν ἁρπαγὴν τῆς ἐκκλησίας καὶ τοῦ σχολείου.: [1026, 636, 1290, 690]
- rate-row: [40, 810, 332, 823]
- london-heading: ΧΡΗΜΑΤΙΣΤΗΡΙΟΝ ΛΟΝΔΙΝΟΥ: [95, 633, 277, 647]
- rate-row: [40, 473, 332, 486]
- courts-abolished-heading: ΠΟΙΑ ΕΙΡΗΝΟΔΙΚΕΙΑ ΚΑΤΑΡΓΟΥΝΤΑΙ: [379, 623, 504, 650]
- rate-row: [40, 702, 332, 715]
- london-date: Κλείσιμον 22/4 Ιανουαρίου 1910: [105, 648, 267, 660]
- private-prosecutor-heading: Η ΠΡΟΤΑΣΙΣ ΤΟΥ ΙΔΙΩΤΟΥ ΚΑΤΗΓΟΡΟΥ κ. ΠΥΡΡΗ: [371, 1026, 717, 1060]
- rate-value: 100.—: [299, 567, 332, 579]
- resignation-text: Κατηγορήθη καὶ ὑπεβλήθη πρὸς τὸν κ. Ἀναστρατος τὴν παραίτησίν του ἀπὸ τῆς θέσεως του ὁ Προέδρος τοῦ Ἀρείου Πάγου κ. Μανιάκης, πιστεύεται δὲ ὅτι θὰ γίνῃ δεκτὴ.: [549, 1540, 744, 1607]
- page-number: 6: [66, 44, 86, 77]
- paris-list: [40, 759, 332, 887]
